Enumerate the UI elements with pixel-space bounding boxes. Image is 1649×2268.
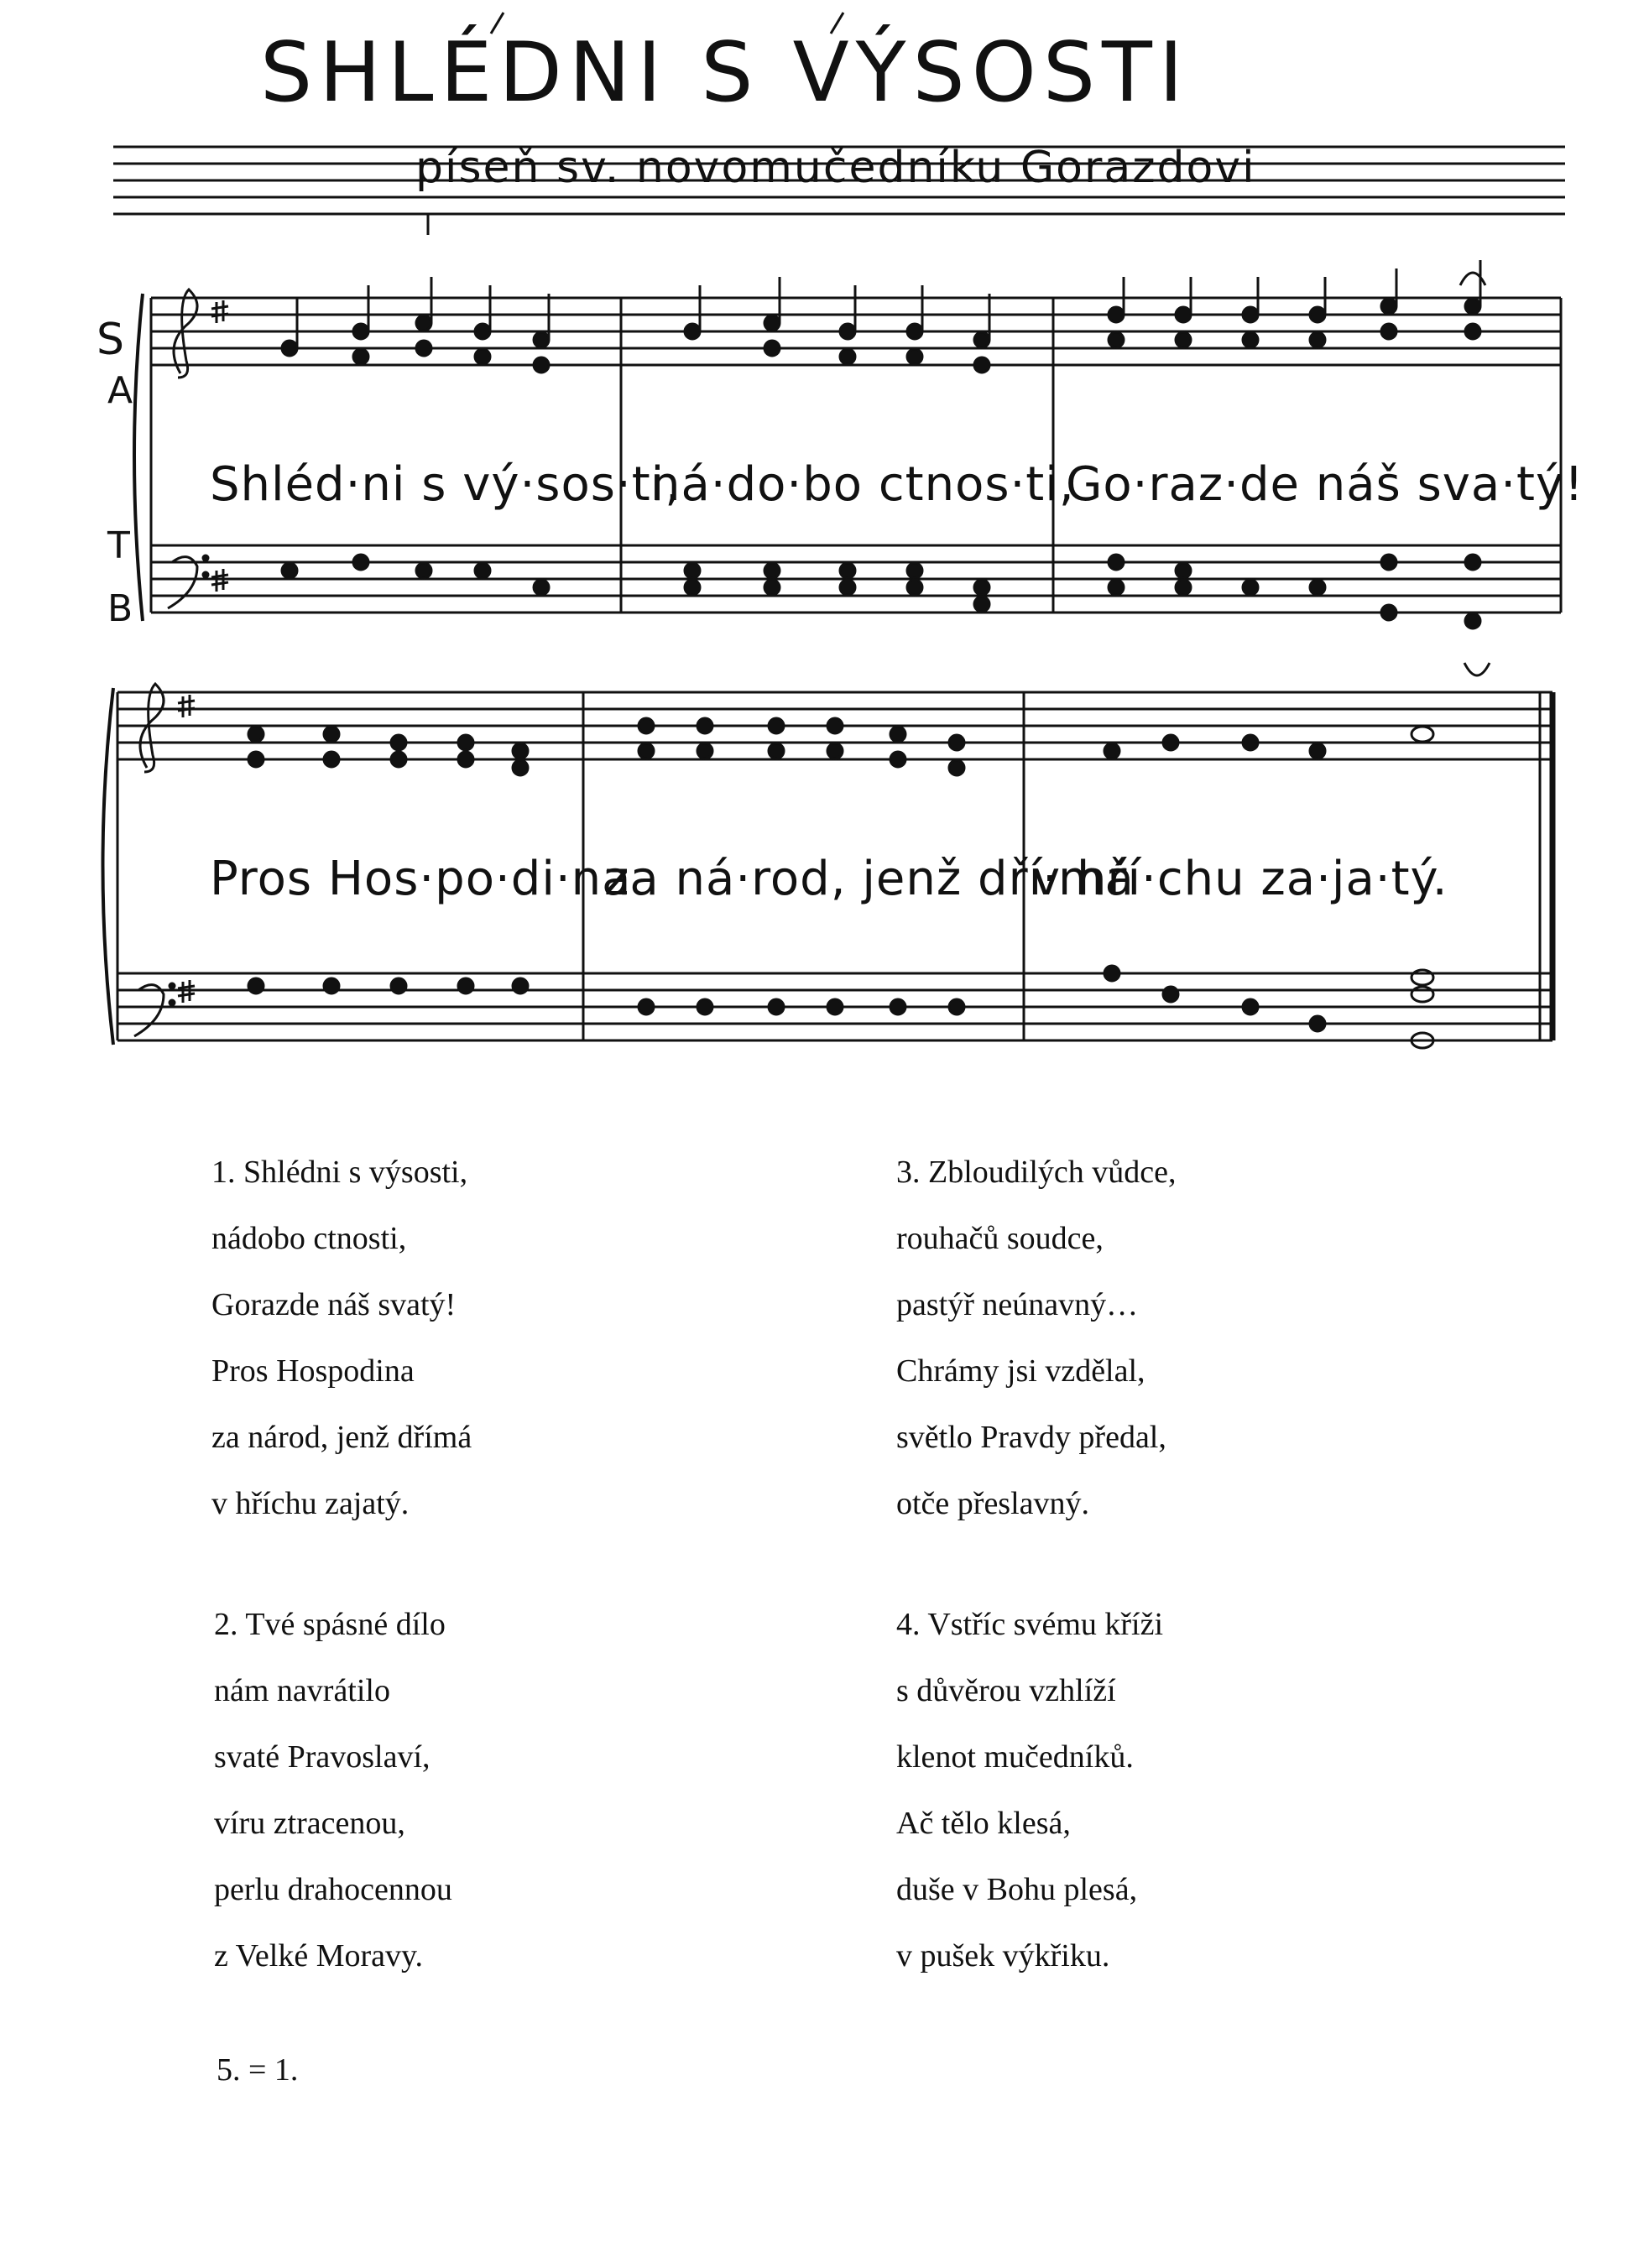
stanza-line: 1. Shlédni s výsosti, [211, 1155, 468, 1190]
stanza-line: perlu drahocennou [214, 1872, 452, 1907]
voice-label-s: S [97, 315, 126, 365]
system2-lyric-3: v hří·chu za·ja·tý. [1032, 852, 1448, 906]
stanza-line: pastýř neúnavný… [896, 1287, 1139, 1322]
system1-lyric-1: Shléd·ni s vý·sos·ti, [210, 457, 681, 512]
stanza-line: s důvěrou vzhlíží [896, 1673, 1116, 1708]
stanza-line: Pros Hospodina [211, 1353, 415, 1389]
stanza-line: víru ztracenou, [214, 1806, 405, 1841]
system1-lyric-2: ná·do·bo ctnos·ti, [650, 457, 1075, 512]
song-title: SHLÉDNI S VÝSOSTI [260, 25, 1190, 121]
stanza-line: 4. Vstříc svému kříži [896, 1607, 1164, 1642]
stanza-line: Chrámy jsi vzdělal, [896, 1353, 1145, 1389]
stanza-line: světlo Pravdy předal, [896, 1420, 1166, 1455]
stanza-4 [896, 1592, 1163, 1989]
voice-label-t: T [107, 524, 131, 567]
stanza-line: Ač tělo klesá, [896, 1806, 1071, 1841]
stanza-line: za národ, jenž dřímá [211, 1420, 472, 1455]
stanza-line: z Velké Moravy. [214, 1938, 424, 1973]
system2-lyric-1: Pros Hos·po·di·na [210, 852, 632, 906]
stanza-line: svaté Pravoslaví, [214, 1739, 431, 1775]
stanza-3 [896, 1139, 1176, 1537]
voice-label-a: A [107, 369, 134, 412]
stanza-line: 2. Tvé spásné dílo [214, 1607, 446, 1642]
stanza-line: v hříchu zajatý. [211, 1486, 410, 1521]
system2-lyric-2: za ná·rod, jenž dří·má [604, 852, 1135, 906]
system1-lyric-3: Go·raz·de náš sva·tý! [1066, 457, 1584, 512]
stanza-line: klenot mučedníků. [896, 1739, 1134, 1775]
stanza-line: duše v Bohu plesá, [896, 1872, 1138, 1907]
stanza-2 [214, 1592, 452, 1989]
stanza-line: rouhačů soudce, [896, 1221, 1104, 1256]
stanza-line: v pušek výkřiku. [896, 1938, 1110, 1973]
stanza-1 [211, 1139, 472, 1537]
voice-label-b: B [107, 587, 134, 630]
stanza-line: 3. Zbloudilých vůdce, [896, 1155, 1177, 1190]
stanza-line: nám navrátilo [214, 1673, 390, 1708]
song-subtitle: píseň sv. novomučedníku Gorazdovi [415, 143, 1256, 193]
music-score [0, 252, 1649, 1124]
stanza-line: otče přeslavný. [896, 1486, 1090, 1521]
stanza-line: nádobo ctnosti, [211, 1221, 407, 1256]
stanza-5-note: 5. = 1. [217, 2052, 299, 2088]
stanza-line: Gorazde náš svatý! [211, 1287, 457, 1322]
